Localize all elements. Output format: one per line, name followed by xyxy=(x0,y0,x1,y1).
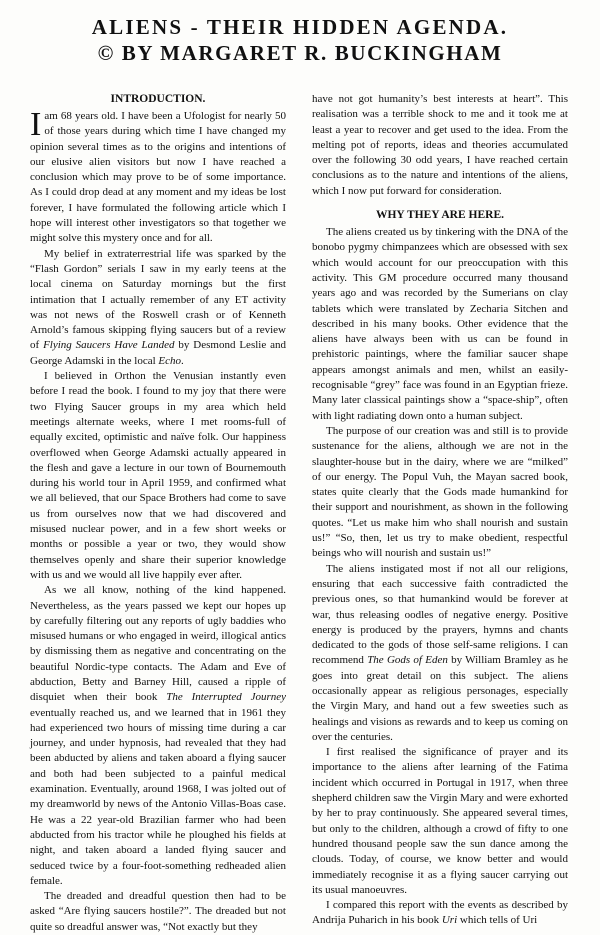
intro-paragraph-5: The dreaded and dreadful question then had to be asked “Are flying saucers hostile?”. The dreaded but not quite so dreadful answer was, “Not exactly but they xyxy=(30,890,286,933)
book-title: The Interrupted Journey xyxy=(166,691,286,704)
book-title: Flying Saucers Have Landed xyxy=(43,339,175,352)
why-paragraph-4: I first realised the significance of prayer and its importance to the aliens after learning of the Fatima incident which occurred in Portugal in 1917, when three shepherd children saw the Virgin Mary and were exhorted by her to pray continuously. She appeared several times, but only to the children, although a crowd of fifty to one hundred thousand people saw the sun dance among the clouds. Today, of course, we know better and would immediately recognise it as a flying saucer carrying out its usual manoeuvres. xyxy=(312,746,568,896)
drop-cap: I xyxy=(30,106,42,143)
title-line-2-author: © BY MARGARET R. BUCKINGHAM xyxy=(97,41,503,65)
book-title: The Gods of Eden xyxy=(367,654,448,667)
why-paragraph-1: The aliens created us by tinkering with the DNA of the bonobo pygmy chimpanzees which are obsessed with sex which would account for our preoccupation with this activity. This GM procedure occurred many thousand years ago and was recorded by the Sumerians on clay tablets which were translated by Zecharia Sitchen and described in his many books. Other evidence that the aliens have always been with us can be found in prehistoric paintings, where the familiar saucer shape appears amongst animals and men, whilst an easily-recognisable “grey” face was found in an Egyptian frieze. Many later classical paintings show a “space-ship”, often with light radiating down onto a human subject. xyxy=(312,226,568,422)
intro-paragraph-3: I believed in Orthon the Venusian instantly even before I read the book. I found to my joy that there were two Flying Saucer groups in my area which held meetings alternate weeks, where I met rooms-full of equally excited, optimistic and naïve folk. Our happiness overflowed when George Adamski actually appeared in the flesh and gave a lecture in our town of Bournemouth during his world tour in April 1959, and confirmed what we all believed, that our Space Brothers had come to save us from ourselves now that we had discovered and misused nuclear power, and in a few short weeks or months or possible a year or two, they would show themselves openly and share their superior knowledge with us and we would all live happily ever after. xyxy=(30,370,286,581)
right-column xyxy=(312,92,568,929)
introduction-heading: INTRODUCTION. xyxy=(110,93,206,105)
intro-paragraph-2: My belief in extraterrestrial life was sparked by the “Flash Gordon” serials I saw in my early teens at the local cinema on Saturday mornings but the first intimation that I actually remember of any ET activity was not news of the Roswell crash or of Kenneth Arnold’s famous skipping flying saucers but of a review of Flying Saucers Have Landed by Desmond Leslie and George Adamski in the local Echo. xyxy=(30,247,286,367)
why-paragraph-3: The aliens instigated most if not all our religions, ensuring that each successive faith contradicted the previous ones, so that humankind would be forever at war, thus releasing oodles of negative energy. Positive energy is produced by the prayers, hymns and chants dedicated to the gods of those self-same religions. I can recommend The Gods of Eden by William Bramley as he goes into great detail on this subject. The aliens occasionally appear as religious personages, especially the Virgin Mary, and hand out a few sweeties such as healings and visions as rewards and to keep us coming on over the centuries. xyxy=(312,562,568,743)
why-they-are-here-heading: WHY THEY ARE HERE. xyxy=(375,209,505,222)
why-paragraph-2: The purpose of our creation was and still is to provide sustenance for the aliens, although we are not in the slaughter-house but in the dairy, where we are “milked” of our energy. The Popul Vuh, the Mayan sacred book, states quite clearly that the Gods made humankind for their support and nourishment, as shown in the following quotes. “Let us make him who shall nourish and sustain us!” “So, then, let us try to make obedient, respectful beings who will nourish and sustain us!” xyxy=(312,424,568,560)
article-title xyxy=(0,14,600,66)
left-column xyxy=(30,92,286,935)
title-line-1: ALIENS - THEIR HIDDEN AGENDA. xyxy=(91,15,509,39)
intro-paragraph-1: Iam 68 years old. I have been a Ufologist for nearly 50 of those years during which time I have changed my opinion several times as to the origins and intentions of our elusive alien visitors but now I have reached a conclusion which may prove to be of some importance. As I could drop dead at any moment and my ideas be lost forever, I have formulated the following article which I hope will interest other investigators so that together we might solve this mystery once and for all. xyxy=(30,106,286,245)
intro-paragraph-4: As we all know, nothing of the kind happened. Nevertheless, as the years passed we kept our hopes up by carefully filtering out any reports of ugly baddies who misused humans or who engaged in weird, illogical antics by dismissing them as negative and concentrating on the beautiful Nordic-type contacts. The Adam and Eve of abduction, Betty and Barney Hill, caused a ripple of disquiet when their book The Interrupted Journey eventually reached us, and we learned that in 1961 they had experienced two hours of missing time during a car journey, and under hypnosis, had revealed that they had been abducted by aliens and taken aboard a flying saucer and both had been subjected to a painful medical examination. Eventually, around 1968, I was jolted out of my dreamworld by news of the Antonio Villas-Boas case. He was a 22 year-old Brazilian farmer who had been abducted from his tractor while he ploughed his fields at night, and taken aboard a landed flying saucer and seduced twice by a four-foot-something redheaded alien female. xyxy=(30,584,286,887)
why-paragraph-5: I compared this report with the events as described by Andrija Puharich in his book Uri which tells of Uri xyxy=(312,899,568,927)
intro-continued-paragraph: have not got humanity’s best interests at heart”. This realisation was a terrible shock to me and it took me at least a year to recover and get used to the idea. From the melting pot of reports, ideas and theories accumulated over the following 30 odd years, I have reached certain conclusions as to the nature and intentions of the aliens, which I now put forward for consideration. xyxy=(312,93,568,197)
newspaper-title: Echo xyxy=(158,354,182,367)
book-title: Uri xyxy=(441,914,458,927)
